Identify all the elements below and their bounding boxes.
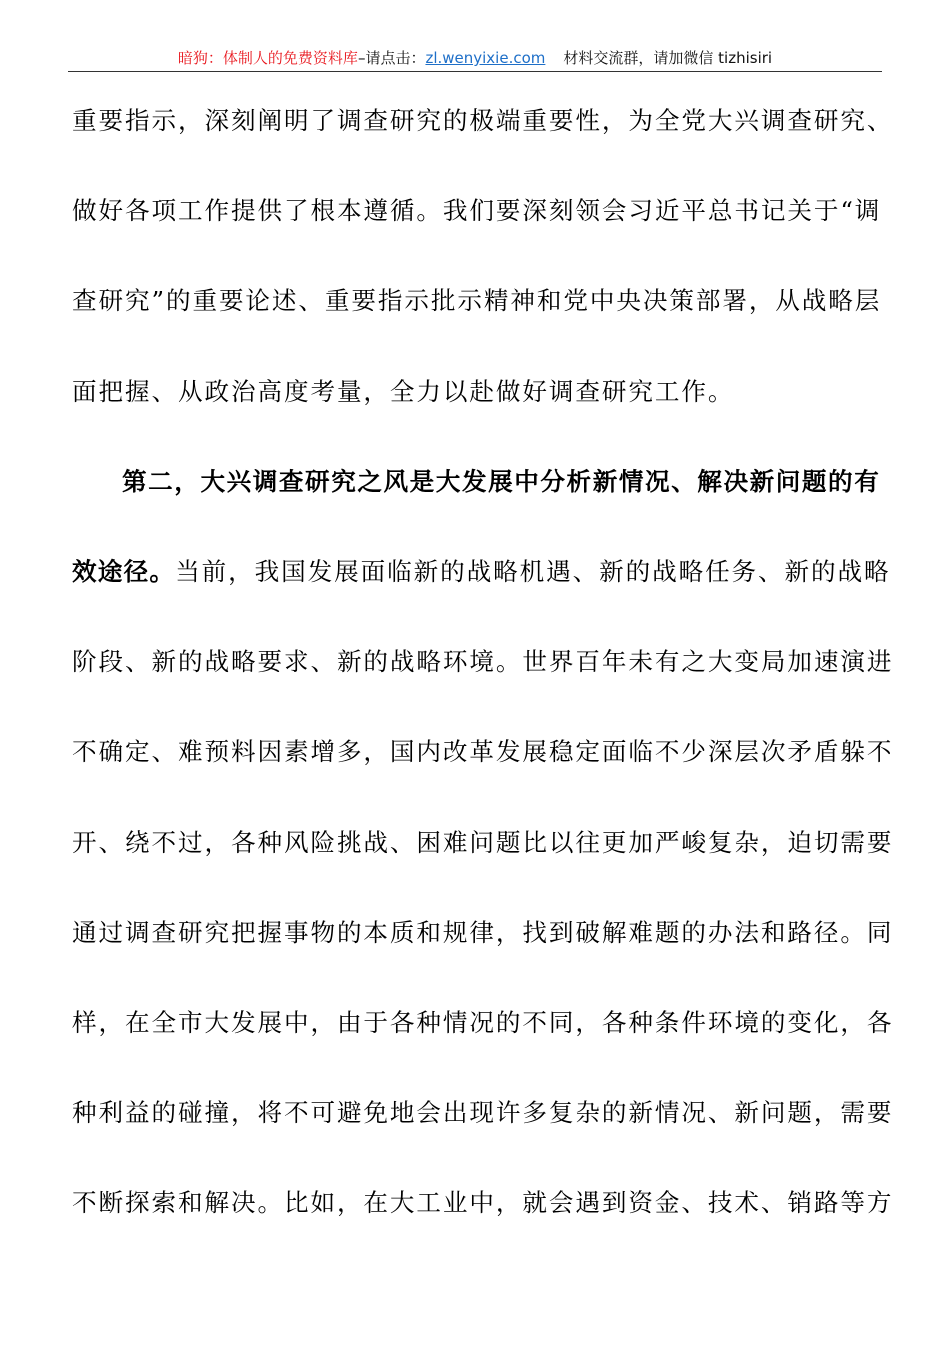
- line-text: 查研究”的重要论述、重要指示批示精神和党中央决策部署，从战略层: [72, 286, 882, 316]
- text-line: [72, 1000, 894, 1046]
- contact-text: 材料交流群，请加微信 tizhisiri: [563, 49, 773, 67]
- prompt-text: –请点击：: [357, 49, 426, 67]
- text-line: [72, 98, 894, 144]
- text-line: [72, 910, 894, 956]
- line-text: 阶段、新的战略要求、新的战略环境。世界百年未有之大变局加速演进: [72, 647, 894, 677]
- website-link[interactable]: zl.wenyixie.com: [425, 49, 546, 67]
- text-line: [72, 1090, 894, 1136]
- line-text: 面把握、从政治高度考量，全力以赴做好调查研究工作。: [72, 376, 735, 406]
- heading-text: 效途径。: [72, 556, 176, 586]
- text-line: [72, 188, 880, 234]
- line-text: 不确定、难预料因素增多，国内改革发展稳定面临不少深层次矛盾躲不: [72, 737, 894, 767]
- line-text: 种利益的碰撞，将不可避免地会出现许多复杂的新情况、新问题，需要: [72, 1098, 894, 1128]
- line-text: 做好各项工作提供了根本遵循。我们要深刻领会习近平总书记关于“调: [72, 196, 882, 226]
- text-line: [72, 369, 880, 415]
- header-divider: [68, 71, 882, 72]
- heading-text: 第二，大兴调查研究之风是大发展中分析新情况、解决新问题的有: [122, 466, 880, 496]
- page-header: [68, 46, 882, 70]
- line-text: 通过调查研究把握事物的本质和规律，找到破解难题的办法和路径。同: [72, 917, 894, 947]
- text-line: [72, 820, 894, 866]
- line-text: 重要指示，深刻阐明了调查研究的极端重要性，为全党大兴调查研究、: [72, 106, 894, 135]
- brand-text: 暗狗：体制人的免费资料库: [177, 49, 358, 67]
- text-line: [72, 639, 894, 685]
- document-body: [72, 98, 894, 1270]
- line-text: 开、绕不过，各种风险挑战、困难问题比以往更加严峻复杂，迫切需要: [72, 827, 894, 857]
- text-line: [72, 549, 891, 595]
- line-text: 当前，我国发展面临新的战略机遇、新的战略任务、新的战略: [175, 556, 891, 586]
- text-line: [72, 1180, 894, 1226]
- section-heading: [72, 459, 880, 505]
- text-line: [72, 278, 880, 324]
- line-text: 样，在全市大发展中，由于各种情况的不同，各种条件环境的变化，各: [72, 1007, 894, 1037]
- line-text: 不断探索和解决。比如，在大工业中，就会遇到资金、技术、销路等方: [72, 1188, 894, 1218]
- text-line: [72, 729, 894, 775]
